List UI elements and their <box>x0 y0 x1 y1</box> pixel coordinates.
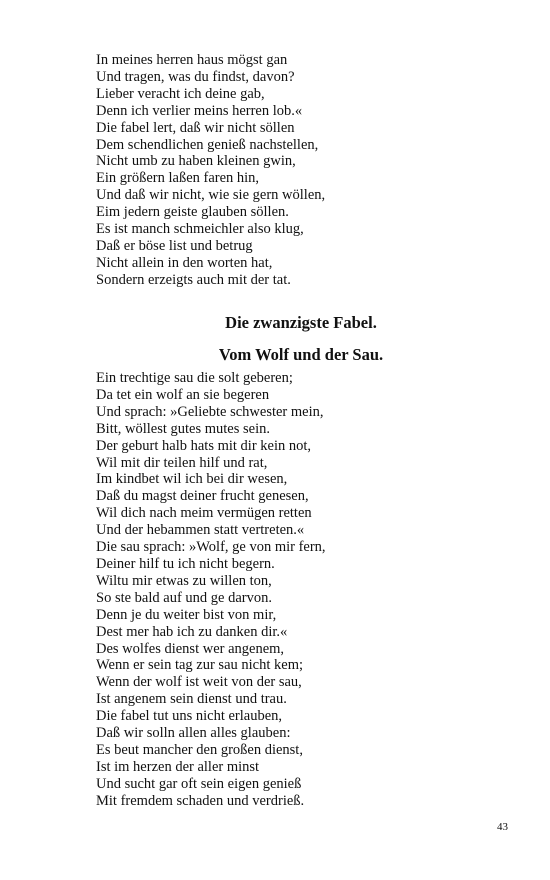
verse-line: Die sau sprach: »Wolf, ge von mir fern, <box>96 539 326 556</box>
verse-line: Wiltu mir etwas zu willen ton, <box>96 572 272 589</box>
verse-line: Wil dich nach meim vermügen retten <box>96 505 312 522</box>
verse-line: Sondern erzeigts auch mit der tat. <box>96 271 291 288</box>
verse-line: Daß du magst deiner frucht genesen, <box>96 488 309 505</box>
poem-bottom <box>96 370 516 810</box>
verse-line: Und sprach: »Geliebte schwester mein, <box>96 403 324 420</box>
verse-line: Deiner hilf tu ich nicht begern. <box>96 555 275 572</box>
verse-line: Und der hebammen statt vertreten.« <box>96 522 305 539</box>
verse-line: Dem schendlichen genieß nachstellen, <box>96 136 319 153</box>
verse-line: Daß er böse list und betrug <box>96 237 253 254</box>
verse-line: Die fabel tut uns nicht erlauben, <box>96 708 283 725</box>
verse-line: Da tet ein wolf an sie begeren <box>96 386 270 403</box>
verse-line: Eim jedern geiste glauben söllen. <box>96 204 289 221</box>
fable-title: Vom Wolf und der Sau. <box>218 345 384 364</box>
verse-line: Wenn der wolf ist weit von der sau, <box>96 674 302 691</box>
verse-line: Des wolfes dienst wer angenem, <box>96 640 285 657</box>
page-number: 43 <box>497 821 508 833</box>
verse-line: Wenn er sein tag zur sau nicht kem; <box>96 657 304 674</box>
verse-line: Und tragen, was du findst, davon? <box>96 68 295 85</box>
verse-line: Lieber veracht ich deine gab, <box>96 85 265 102</box>
chapter-heading: Die zwanzigste Fabel. <box>225 313 377 332</box>
verse-line: Nicht allein in den worten hat, <box>96 254 273 271</box>
poem-top <box>96 52 516 289</box>
verse-line: Wil mit dir teilen hilf und rat, <box>96 454 268 471</box>
verse-line: Die fabel lert, daß wir nicht söllen <box>96 119 295 136</box>
verse-line: Und sucht gar oft sein eigen genieß <box>96 775 302 792</box>
verse-line: Der geburt halb hats mit dir kein not, <box>96 437 312 454</box>
verse-line: Es beut mancher den großen dienst, <box>96 741 303 758</box>
verse-line: Denn je du weiter bist von mir, <box>96 606 277 623</box>
verse-line: Daß wir solln allen alles glauben: <box>96 725 291 742</box>
verse-line: Mit fremdem schaden und verdrieß. <box>96 792 305 809</box>
verse-line: Denn ich verlier meins herren lob.« <box>96 102 303 119</box>
verse-line: Ist angenem sein dienst und trau. <box>96 691 287 708</box>
verse-line: So ste bald auf und ge darvon. <box>96 589 272 606</box>
verse-line: Es ist manch schmeichler also klug, <box>96 221 304 238</box>
verse-line: Ein größern laßen faren hin, <box>96 170 260 187</box>
verse-line: Nicht umb zu haben kleinen gwin, <box>96 153 296 170</box>
verse-line: Im kindbet wil ich bei dir wesen, <box>96 471 288 488</box>
verse-line: Ist im herzen der aller minst <box>96 758 260 775</box>
verse-line: In meines herren haus mögst gan <box>96 52 288 68</box>
verse-line: Dest mer hab ich zu danken dir.« <box>96 623 288 640</box>
verse-line: Ein trechtige sau die solt geberen; <box>96 370 293 386</box>
verse-line: Bitt, wöllest gutes mutes sein. <box>96 420 270 437</box>
verse-line: Und daß wir nicht, wie sie gern wöllen, <box>96 187 326 204</box>
